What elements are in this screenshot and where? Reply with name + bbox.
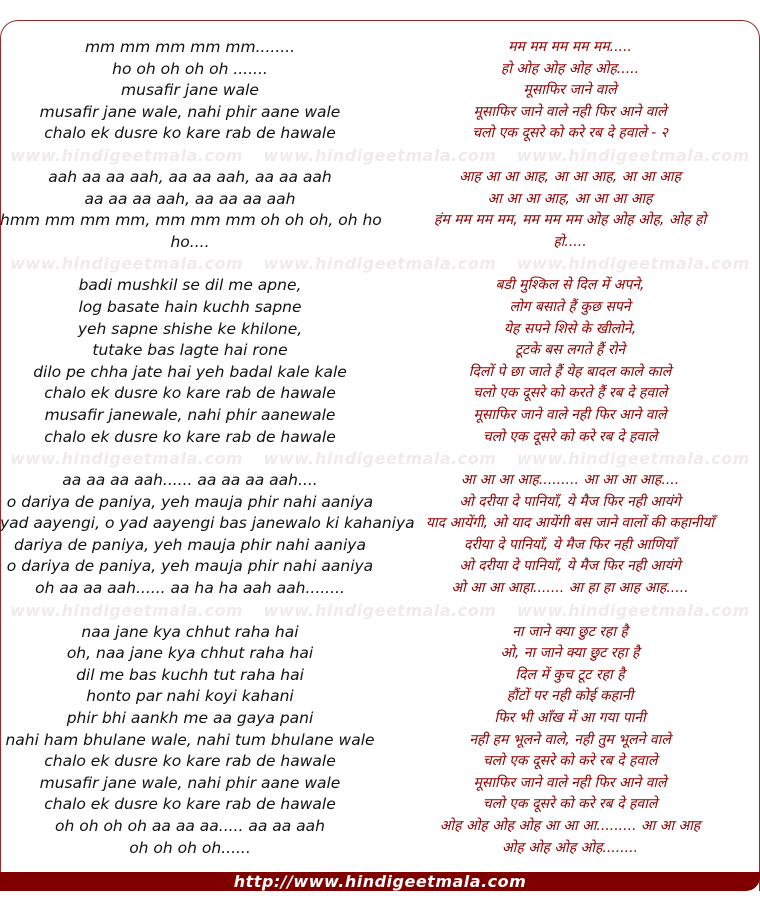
lyric-line: ना जाने क्या छुट रहा है — [512, 623, 628, 640]
lyric-line: येह सपने शिसे के खीलोने, — [503, 320, 637, 337]
lyric-line: ओह ओह ओह ओह आ आ आ......... आ आ आह — [439, 818, 701, 834]
lyric-line: ओ, ना जाने क्या छुट रहा है — [500, 645, 640, 662]
watermark-text: www.hindigeetmala.com — [516, 600, 750, 620]
lyric-line: ओ दरीया दे पानियाँ, ये मैज फिर नही आयंगे — [459, 558, 681, 575]
lyric-line: oh, naa jane kya chhut raha hai — [66, 644, 314, 663]
lyric-line: मूसाफिर जाने वाले नही फिर आने वाले — [473, 103, 667, 120]
watermark-text: www.hindigeetmala.com — [516, 145, 750, 165]
lyric-line: दिल में कुच टूट रहा है — [515, 666, 625, 683]
lyric-line: चलो एक दूसरे को करे रब दे हवाले — [482, 796, 658, 813]
hindi-lyrics-column — [380, 275, 760, 448]
lyric-line: टूटके बस लगते हैं रोने — [514, 342, 626, 359]
lyric-line: आह आ आ आह, आ आ आह, आ आ आह — [459, 168, 681, 185]
lyric-line: musafir jane wale — [121, 81, 259, 100]
lyric-line: याद आयेंगी, ओ याद आयेंगी बस जाने वालों की कहानीयाँ — [425, 515, 715, 532]
footer-url-link[interactable]: http://www.hindigeetmala.com — [233, 872, 527, 891]
lyrics-content — [0, 37, 760, 859]
lyric-line: oh aa aa aah...... aa ha ha aah aah........ — [35, 579, 345, 598]
hindi-lyrics-column — [380, 622, 760, 860]
lyric-line: musafir jane wale, nahi phir aane wale — [39, 102, 341, 121]
lyric-line: aa aa aa aah, aa aa aa aah — [84, 189, 296, 208]
watermark-text: www.hindigeetmala.com — [10, 600, 244, 620]
lyric-line: चलो एक दूसरे को करते हैं रब दे हवाले — [472, 385, 668, 402]
stanza — [0, 275, 760, 448]
lyric-line: लोग बसाते हैं कुछ सपने — [509, 298, 631, 315]
lyric-line: मूसाफिर जाने वाले नही फिर आने वाले — [473, 406, 667, 423]
lyric-line: हौंटों पर नही कोई कहानी — [506, 688, 634, 705]
lyric-line: हो..... — [553, 233, 587, 250]
english-lyrics-column — [0, 622, 380, 860]
lyric-line: आ आ आ आह......... आ आ आ आह.... — [460, 472, 680, 489]
stanza — [0, 622, 760, 860]
lyric-line: hmm mm mm mm, mm mm mm oh oh oh, oh ho — [0, 211, 382, 230]
stanza — [0, 470, 760, 600]
lyric-line: tutake bas lagte hai rone — [92, 341, 288, 360]
lyric-line: नही हम भूलने वाले, नही तुम भूलने वाले — [469, 731, 671, 748]
lyric-line: हंम मम मम मम, मम मम मम ओह ओह ओह, ओह हो — [433, 212, 707, 229]
lyric-line: chalo ek dusre ko kare rab de hawale — [44, 752, 336, 771]
lyric-line: badi mushkil se dil me apne, — [78, 276, 302, 295]
stanza — [0, 167, 760, 253]
lyric-line: nahi ham bhulane wale, nahi tum bhulane wale — [5, 730, 375, 749]
stanza — [0, 37, 760, 145]
watermark-text: www.hindigeetmala.com — [263, 600, 497, 620]
lyric-line: yad aayengi, o yad aayengi bas janewalo ki kahaniya — [0, 514, 415, 533]
lyric-line: मम मम मम मम मम..... — [508, 39, 632, 55]
watermark-text: www.hindigeetmala.com — [516, 254, 750, 274]
lyric-line: बडी मुश्किल से दिल में अपने, — [495, 277, 645, 294]
lyric-line: aah aa aa aah, aa aa aah, aa aa aah — [48, 167, 332, 186]
lyric-line: ओ आ आ आहा....... आ हा हा आह आह..... — [451, 580, 689, 597]
watermark-row — [0, 600, 760, 622]
watermark-text: www.hindigeetmala.com — [263, 449, 497, 469]
lyric-line: मूसाफिर जाने वाले नही फिर आने वाले — [473, 774, 667, 791]
english-lyrics-column — [0, 37, 380, 145]
lyric-line: musafir jane wale, nahi phir aane wale — [39, 773, 341, 792]
lyric-line: चलो एक दूसरे को करे रब दे हवाले - २ — [472, 125, 668, 142]
watermark-text: www.hindigeetmala.com — [10, 449, 244, 469]
lyric-line: आ आ आ आह, आ आ आ आह — [487, 190, 653, 207]
lyric-line: चलो एक दूसरे को करे रब दे हवाले — [482, 753, 658, 770]
footer-bar — [0, 872, 760, 891]
lyric-line: ho.... — [170, 232, 210, 251]
lyric-line: oh oh oh oh...... — [129, 838, 251, 857]
watermark-text: www.hindigeetmala.com — [10, 254, 244, 274]
lyric-line: o dariya de paniya, yeh mauja phir nahi aaniya — [6, 492, 374, 511]
watermark-row — [0, 448, 760, 470]
lyric-line: ओ दरीया दे पानियाँ, ये मैज फिर नही आयंगे — [459, 493, 681, 510]
lyric-line: ओह ओह ओह ओह........ — [502, 839, 638, 856]
watermark-text: www.hindigeetmala.com — [10, 145, 244, 165]
lyric-line: chalo ek dusre ko kare rab de hawale — [44, 384, 336, 403]
hindi-lyrics-column — [380, 37, 760, 145]
lyric-line: yeh sapne shishe ke khilone, — [77, 319, 303, 338]
lyric-line: chalo ek dusre ko kare rab de hawale — [44, 124, 336, 143]
lyric-line: mm mm mm mm mm........ — [84, 38, 296, 56]
lyric-line: log basate hain kuchh sapne — [78, 297, 302, 316]
lyric-line: दिलों पे छा जाते हैं येह बादल काले काले — [468, 363, 672, 380]
lyric-line: फिर भी आँख में आ गया पानी — [494, 710, 646, 727]
lyric-line: dariya de paniya, yeh mauja phir nahi aaniya — [14, 535, 366, 554]
watermark-text: www.hindigeetmala.com — [263, 254, 497, 274]
english-lyrics-column — [0, 470, 415, 600]
lyric-line: phir bhi aankh me aa gaya pani — [66, 709, 314, 728]
lyric-line: ho oh oh oh oh ....... — [112, 59, 268, 78]
lyric-line: dil me bas kuchh tut raha hai — [76, 665, 304, 684]
lyric-line: मूसाफिर जाने वाले — [523, 82, 617, 99]
lyric-line: o dariya de paniya, yeh mauja phir nahi aaniya — [6, 557, 374, 576]
lyric-line: oh oh oh oh aa aa aa..... aa aa aah — [54, 817, 325, 835]
lyric-line: chalo ek dusre ko kare rab de hawale — [44, 795, 336, 814]
watermark-row — [0, 145, 760, 167]
watermark-text: www.hindigeetmala.com — [263, 145, 497, 165]
watermark-row — [0, 253, 760, 275]
lyric-line: दरीया दे पानियाँ, ये मैज फिर नही आणियाँ — [464, 536, 676, 553]
lyric-line: चलो एक दूसरे को करे रब दे हवाले — [482, 428, 658, 445]
hindi-lyrics-column — [380, 470, 760, 600]
lyric-line: honto par nahi koyi kahani — [86, 687, 294, 706]
lyric-line: musafir janewale, nahi phir aanewale — [44, 405, 336, 424]
lyric-line: naa jane kya chhut raha hai — [81, 622, 299, 641]
watermark-text: www.hindigeetmala.com — [516, 449, 750, 469]
lyric-line: हो ओह ओह ओह ओह..... — [500, 60, 640, 77]
hindi-lyrics-column — [380, 167, 760, 253]
lyric-line: aa aa aa aah...... aa aa aa aah.... — [62, 471, 318, 490]
english-lyrics-column — [0, 275, 380, 448]
lyric-line: chalo ek dusre ko kare rab de hawale — [44, 427, 336, 446]
english-lyrics-column — [0, 167, 380, 253]
lyric-line: dilo pe chha jate hai yeh badal kale kale — [33, 362, 347, 381]
